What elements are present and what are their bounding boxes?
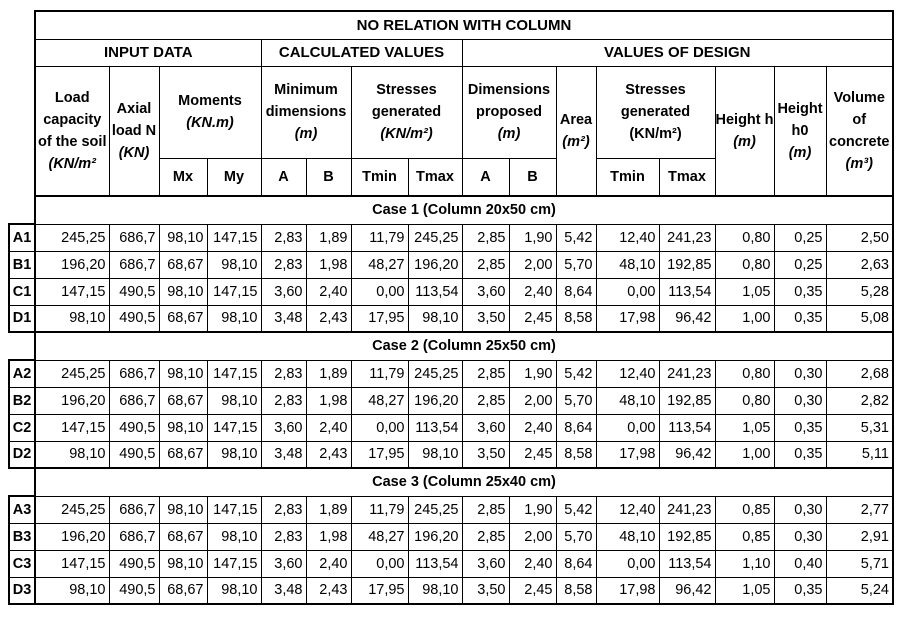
table-cell: 98,10 xyxy=(159,224,207,251)
table-cell: 0,80 xyxy=(715,224,774,251)
table-cell: 241,23 xyxy=(659,496,715,523)
case-title: Case 2 (Column 25x50 cm) xyxy=(35,332,893,360)
header-height-h-text: Height h xyxy=(715,111,774,128)
table-row xyxy=(9,523,893,550)
table-cell: 147,15 xyxy=(207,360,261,387)
table-cell: 0,35 xyxy=(774,414,826,441)
table-cell: 0,80 xyxy=(715,251,774,278)
table-cell: 113,54 xyxy=(408,414,462,441)
table-cell: 12,40 xyxy=(596,496,659,523)
table-cell: 68,67 xyxy=(159,441,207,468)
header-dim-proposed-unit: (m) xyxy=(497,126,521,142)
table-cell: 3,60 xyxy=(462,550,509,577)
header-min-dim-text: Minimum dimensions xyxy=(265,82,347,120)
header-tmin-design: Tmin xyxy=(596,158,659,196)
header-load-capacity xyxy=(35,66,109,196)
table-row xyxy=(9,360,893,387)
table-cell: 2,40 xyxy=(509,278,556,305)
table-cell: 2,50 xyxy=(826,224,893,251)
table-cell: 2,00 xyxy=(509,387,556,414)
table-cell: 68,67 xyxy=(159,305,207,332)
table-cell: 96,42 xyxy=(659,305,715,332)
table-cell: 2,45 xyxy=(509,305,556,332)
table-cell: 98,10 xyxy=(408,441,462,468)
header-stresses-text: Stresses generated xyxy=(371,82,442,120)
table-cell: 3,48 xyxy=(261,305,306,332)
table-cell: 147,15 xyxy=(35,278,109,305)
foundation-design-table-wrapper xyxy=(8,10,894,605)
header-area-text: Area xyxy=(559,111,593,128)
table-cell: 68,67 xyxy=(159,523,207,550)
table-cell: 98,10 xyxy=(207,387,261,414)
table-cell: 1,05 xyxy=(715,577,774,604)
table-cell: 3,60 xyxy=(261,414,306,441)
table-cell: 0,85 xyxy=(715,523,774,550)
table-row xyxy=(9,278,893,305)
table-cell: 0,30 xyxy=(774,496,826,523)
table-cell: 113,54 xyxy=(659,414,715,441)
table-cell: 113,54 xyxy=(408,278,462,305)
table-cell: 3,48 xyxy=(261,577,306,604)
table-cell: 2,83 xyxy=(261,496,306,523)
table-cell: 245,25 xyxy=(408,360,462,387)
header-stresses2-text: Stresses generated xyxy=(620,82,691,120)
case-title: Case 1 (Column 20x50 cm) xyxy=(35,196,893,224)
header-volume-unit: (m³) xyxy=(845,155,873,172)
row-label: D2 xyxy=(9,441,35,468)
table-cell: 196,20 xyxy=(35,387,109,414)
header-proposed-a: A xyxy=(462,158,509,196)
table-cell: 0,00 xyxy=(596,414,659,441)
table-row xyxy=(9,577,893,604)
table-row xyxy=(9,496,893,523)
table-cell: 490,5 xyxy=(109,441,159,468)
header-stresses-generated xyxy=(351,66,462,158)
table-cell: 196,20 xyxy=(408,523,462,550)
table-cell: 11,79 xyxy=(351,224,408,251)
table-cell: 3,50 xyxy=(462,441,509,468)
table-cell: 2,85 xyxy=(462,523,509,550)
header-min-dim-unit: (m) xyxy=(294,126,318,142)
table-cell: 0,35 xyxy=(774,441,826,468)
case-sections xyxy=(9,196,893,604)
row-label: D1 xyxy=(9,305,35,332)
group-values-of-design: VALUES OF DESIGN xyxy=(462,39,893,66)
table-cell: 0,35 xyxy=(774,278,826,305)
group-calculated-values: CALCULATED VALUES xyxy=(261,39,462,66)
table-cell: 11,79 xyxy=(351,360,408,387)
table-cell: 0,00 xyxy=(351,278,408,305)
table-cell: 2,85 xyxy=(462,251,509,278)
table-cell: 2,00 xyxy=(509,523,556,550)
table-cell: 245,25 xyxy=(35,496,109,523)
table-cell: 2,00 xyxy=(509,251,556,278)
table-cell: 147,15 xyxy=(207,278,261,305)
table-cell: 2,68 xyxy=(826,360,893,387)
table-cell: 17,95 xyxy=(351,441,408,468)
table-cell: 8,58 xyxy=(556,441,596,468)
table-cell: 5,70 xyxy=(556,523,596,550)
table-cell: 0,80 xyxy=(715,387,774,414)
table-cell: 48,27 xyxy=(351,251,408,278)
table-cell: 1,00 xyxy=(715,305,774,332)
table-cell: 2,45 xyxy=(509,441,556,468)
header-proposed-b: B xyxy=(509,158,556,196)
table-cell: 1,90 xyxy=(509,224,556,251)
table-cell: 0,35 xyxy=(774,305,826,332)
table-cell: 5,08 xyxy=(826,305,893,332)
table-cell: 5,42 xyxy=(556,224,596,251)
table-cell: 1,98 xyxy=(306,387,351,414)
row-label: B2 xyxy=(9,387,35,414)
header-stresses-generated-design xyxy=(596,66,715,158)
table-cell: 0,30 xyxy=(774,387,826,414)
table-cell: 147,15 xyxy=(207,224,261,251)
table-cell: 0,00 xyxy=(596,550,659,577)
table-row xyxy=(9,251,893,278)
table-cell: 2,91 xyxy=(826,523,893,550)
table-cell: 2,40 xyxy=(509,414,556,441)
header-my: My xyxy=(207,158,261,196)
case-header-row xyxy=(9,332,893,360)
table-cell: 1,98 xyxy=(306,251,351,278)
row-label: D3 xyxy=(9,577,35,604)
table-cell: 68,67 xyxy=(159,387,207,414)
table-cell: 241,23 xyxy=(659,360,715,387)
table-cell: 2,40 xyxy=(509,550,556,577)
table-cell: 3,50 xyxy=(462,305,509,332)
table-cell: 1,90 xyxy=(509,360,556,387)
table-cell: 2,40 xyxy=(306,550,351,577)
table-cell: 147,15 xyxy=(207,414,261,441)
table-cell: 241,23 xyxy=(659,224,715,251)
foundation-design-table xyxy=(8,10,894,605)
table-cell: 490,5 xyxy=(109,414,159,441)
header-area-unit: (m²) xyxy=(562,133,590,150)
table-cell: 98,10 xyxy=(408,305,462,332)
table-cell: 196,20 xyxy=(408,387,462,414)
table-cell: 48,10 xyxy=(596,387,659,414)
table-cell: 2,82 xyxy=(826,387,893,414)
header-tmin-calc: Tmin xyxy=(351,158,408,196)
header-moments-text: Moments xyxy=(178,93,242,109)
row-label: B1 xyxy=(9,251,35,278)
table-cell: 8,58 xyxy=(556,305,596,332)
table-cell: 2,85 xyxy=(462,387,509,414)
table-cell: 68,67 xyxy=(159,577,207,604)
table-cell: 3,60 xyxy=(261,550,306,577)
table-cell: 113,54 xyxy=(659,278,715,305)
row-label: C3 xyxy=(9,550,35,577)
table-cell: 0,00 xyxy=(596,278,659,305)
table-cell: 5,70 xyxy=(556,387,596,414)
table-cell: 8,58 xyxy=(556,577,596,604)
table-cell: 48,27 xyxy=(351,387,408,414)
header-tmax-design: Tmax xyxy=(659,158,715,196)
table-cell: 0,00 xyxy=(351,550,408,577)
table-cell: 8,64 xyxy=(556,550,596,577)
table-cell: 196,20 xyxy=(35,523,109,550)
table-cell: 48,10 xyxy=(596,523,659,550)
case-header-row xyxy=(9,196,893,224)
table-cell: 5,28 xyxy=(826,278,893,305)
table-cell: 2,45 xyxy=(509,577,556,604)
table-cell: 48,10 xyxy=(596,251,659,278)
header-min-a: A xyxy=(261,158,306,196)
table-title: NO RELATION WITH COLUMN xyxy=(35,11,893,39)
table-cell: 686,7 xyxy=(109,224,159,251)
row-label-spacer xyxy=(9,468,35,496)
table-cell: 1,05 xyxy=(715,414,774,441)
table-cell: 1,89 xyxy=(306,496,351,523)
table-row xyxy=(9,414,893,441)
table-cell: 147,15 xyxy=(35,414,109,441)
table-cell: 5,11 xyxy=(826,441,893,468)
header-height-h0 xyxy=(774,66,826,196)
table-cell: 686,7 xyxy=(109,523,159,550)
table-cell: 1,90 xyxy=(509,496,556,523)
table-cell: 17,98 xyxy=(596,577,659,604)
table-cell: 8,64 xyxy=(556,414,596,441)
table-cell: 2,85 xyxy=(462,224,509,251)
table-row xyxy=(9,387,893,414)
table-cell: 1,00 xyxy=(715,441,774,468)
row-label: B3 xyxy=(9,523,35,550)
table-cell: 5,42 xyxy=(556,360,596,387)
table-cell: 2,83 xyxy=(261,387,306,414)
table-cell: 48,27 xyxy=(351,523,408,550)
header-mx: Mx xyxy=(159,158,207,196)
table-cell: 3,60 xyxy=(462,278,509,305)
table-cell: 2,83 xyxy=(261,251,306,278)
corner-spacer xyxy=(9,66,35,158)
corner-spacer xyxy=(9,11,35,39)
table-cell: 2,43 xyxy=(306,577,351,604)
table-cell: 5,42 xyxy=(556,496,596,523)
table-cell: 12,40 xyxy=(596,360,659,387)
table-cell: 5,31 xyxy=(826,414,893,441)
table-cell: 1,98 xyxy=(306,523,351,550)
table-cell: 490,5 xyxy=(109,550,159,577)
table-cell: 1,10 xyxy=(715,550,774,577)
table-cell: 245,25 xyxy=(35,360,109,387)
header-volume-text: Volume of concrete xyxy=(829,89,890,150)
row-label: C1 xyxy=(9,278,35,305)
table-row xyxy=(9,305,893,332)
table-cell: 96,42 xyxy=(659,577,715,604)
table-cell: 98,10 xyxy=(207,523,261,550)
table-cell: 245,25 xyxy=(408,496,462,523)
row-label-spacer xyxy=(9,196,35,224)
row-label: A3 xyxy=(9,496,35,523)
table-cell: 0,80 xyxy=(715,360,774,387)
table-cell: 686,7 xyxy=(109,387,159,414)
case-title: Case 3 (Column 25x40 cm) xyxy=(35,468,893,496)
table-cell: 98,10 xyxy=(159,550,207,577)
table-cell: 147,15 xyxy=(35,550,109,577)
table-cell: 12,40 xyxy=(596,224,659,251)
table-cell: 17,98 xyxy=(596,441,659,468)
table-cell: 2,83 xyxy=(261,224,306,251)
header-area xyxy=(556,66,596,196)
header-volume-concrete xyxy=(826,66,893,196)
table-cell: 98,10 xyxy=(207,441,261,468)
table-cell: 98,10 xyxy=(408,577,462,604)
table-cell: 5,70 xyxy=(556,251,596,278)
table-cell: 3,60 xyxy=(462,414,509,441)
header-stresses-unit: (KN/m²) xyxy=(380,126,433,142)
table-cell: 3,60 xyxy=(261,278,306,305)
header-minimum-dimensions xyxy=(261,66,351,158)
table-cell: 686,7 xyxy=(109,360,159,387)
table-row xyxy=(9,224,893,251)
header-dimensions-proposed xyxy=(462,66,556,158)
table-cell: 686,7 xyxy=(109,251,159,278)
table-cell: 11,79 xyxy=(351,496,408,523)
header-height-h0-text: Height h0 xyxy=(777,100,823,139)
table-cell: 147,15 xyxy=(207,496,261,523)
table-cell: 0,30 xyxy=(774,523,826,550)
table-cell: 98,10 xyxy=(207,305,261,332)
table-cell: 98,10 xyxy=(35,305,109,332)
row-label: C2 xyxy=(9,414,35,441)
table-cell: 2,63 xyxy=(826,251,893,278)
table-cell: 1,89 xyxy=(306,360,351,387)
header-dim-proposed-text: Dimensions proposed xyxy=(467,82,551,120)
table-cell: 98,10 xyxy=(207,251,261,278)
table-cell: 98,10 xyxy=(159,360,207,387)
case-header-row xyxy=(9,468,893,496)
table-cell: 5,24 xyxy=(826,577,893,604)
table-cell: 192,85 xyxy=(659,387,715,414)
header-min-b: B xyxy=(306,158,351,196)
table-cell: 8,64 xyxy=(556,278,596,305)
table-cell: 192,85 xyxy=(659,251,715,278)
table-cell: 2,43 xyxy=(306,305,351,332)
row-label: A2 xyxy=(9,360,35,387)
header-axial-load xyxy=(109,66,159,196)
table-cell: 98,10 xyxy=(35,577,109,604)
table-cell: 0,30 xyxy=(774,360,826,387)
table-cell: 3,50 xyxy=(462,577,509,604)
table-cell: 490,5 xyxy=(109,577,159,604)
table-cell: 196,20 xyxy=(35,251,109,278)
header-stresses2-unit: (KN/m²) xyxy=(629,126,682,142)
table-cell: 113,54 xyxy=(659,550,715,577)
table-cell: 2,83 xyxy=(261,523,306,550)
header-tmax-calc: Tmax xyxy=(408,158,462,196)
table-cell: 2,77 xyxy=(826,496,893,523)
header-height-h0-unit: (m) xyxy=(788,144,812,161)
table-cell: 0,35 xyxy=(774,577,826,604)
row-label: A1 xyxy=(9,224,35,251)
table-cell: 17,95 xyxy=(351,305,408,332)
table-cell: 5,71 xyxy=(826,550,893,577)
table-cell: 1,05 xyxy=(715,278,774,305)
table-cell: 2,83 xyxy=(261,360,306,387)
table-cell: 68,67 xyxy=(159,251,207,278)
table-cell: 0,85 xyxy=(715,496,774,523)
table-cell: 0,40 xyxy=(774,550,826,577)
table-cell: 490,5 xyxy=(109,305,159,332)
table-cell: 17,95 xyxy=(351,577,408,604)
table-cell: 1,89 xyxy=(306,224,351,251)
header-height-h-unit: (m) xyxy=(733,133,756,150)
table-cell: 2,40 xyxy=(306,278,351,305)
table-cell: 0,25 xyxy=(774,251,826,278)
table-cell: 98,10 xyxy=(159,496,207,523)
header-moments xyxy=(159,66,261,158)
table-cell: 98,10 xyxy=(35,441,109,468)
group-input-data: INPUT DATA xyxy=(35,39,261,66)
table-cell: 2,85 xyxy=(462,496,509,523)
table-cell: 245,25 xyxy=(408,224,462,251)
row-label-spacer xyxy=(9,332,35,360)
table-cell: 0,25 xyxy=(774,224,826,251)
table-cell: 98,10 xyxy=(159,414,207,441)
table-cell: 245,25 xyxy=(35,224,109,251)
table-cell: 490,5 xyxy=(109,278,159,305)
table-cell: 3,48 xyxy=(261,441,306,468)
table-cell: 2,40 xyxy=(306,414,351,441)
corner-spacer xyxy=(9,158,35,196)
table-cell: 96,42 xyxy=(659,441,715,468)
header-axial-load-text: Axial load N xyxy=(111,100,157,139)
table-cell: 2,43 xyxy=(306,441,351,468)
table-cell: 196,20 xyxy=(408,251,462,278)
header-height-h xyxy=(715,66,774,196)
header-moments-unit: (KN.m) xyxy=(186,115,234,131)
table-row xyxy=(9,550,893,577)
table-cell: 686,7 xyxy=(109,496,159,523)
table-cell: 2,85 xyxy=(462,360,509,387)
header-load-capacity-text: Load capacity of the soil xyxy=(38,89,107,150)
table-cell: 0,00 xyxy=(351,414,408,441)
table-cell: 147,15 xyxy=(207,550,261,577)
table-cell: 17,98 xyxy=(596,305,659,332)
corner-spacer xyxy=(9,39,35,66)
header-axial-load-unit: (KN) xyxy=(118,144,150,161)
table-row xyxy=(9,441,893,468)
table-cell: 192,85 xyxy=(659,523,715,550)
table-cell: 113,54 xyxy=(408,550,462,577)
header-load-capacity-unit: (KN/m² xyxy=(48,155,97,172)
table-cell: 98,10 xyxy=(159,278,207,305)
table-cell: 98,10 xyxy=(207,577,261,604)
